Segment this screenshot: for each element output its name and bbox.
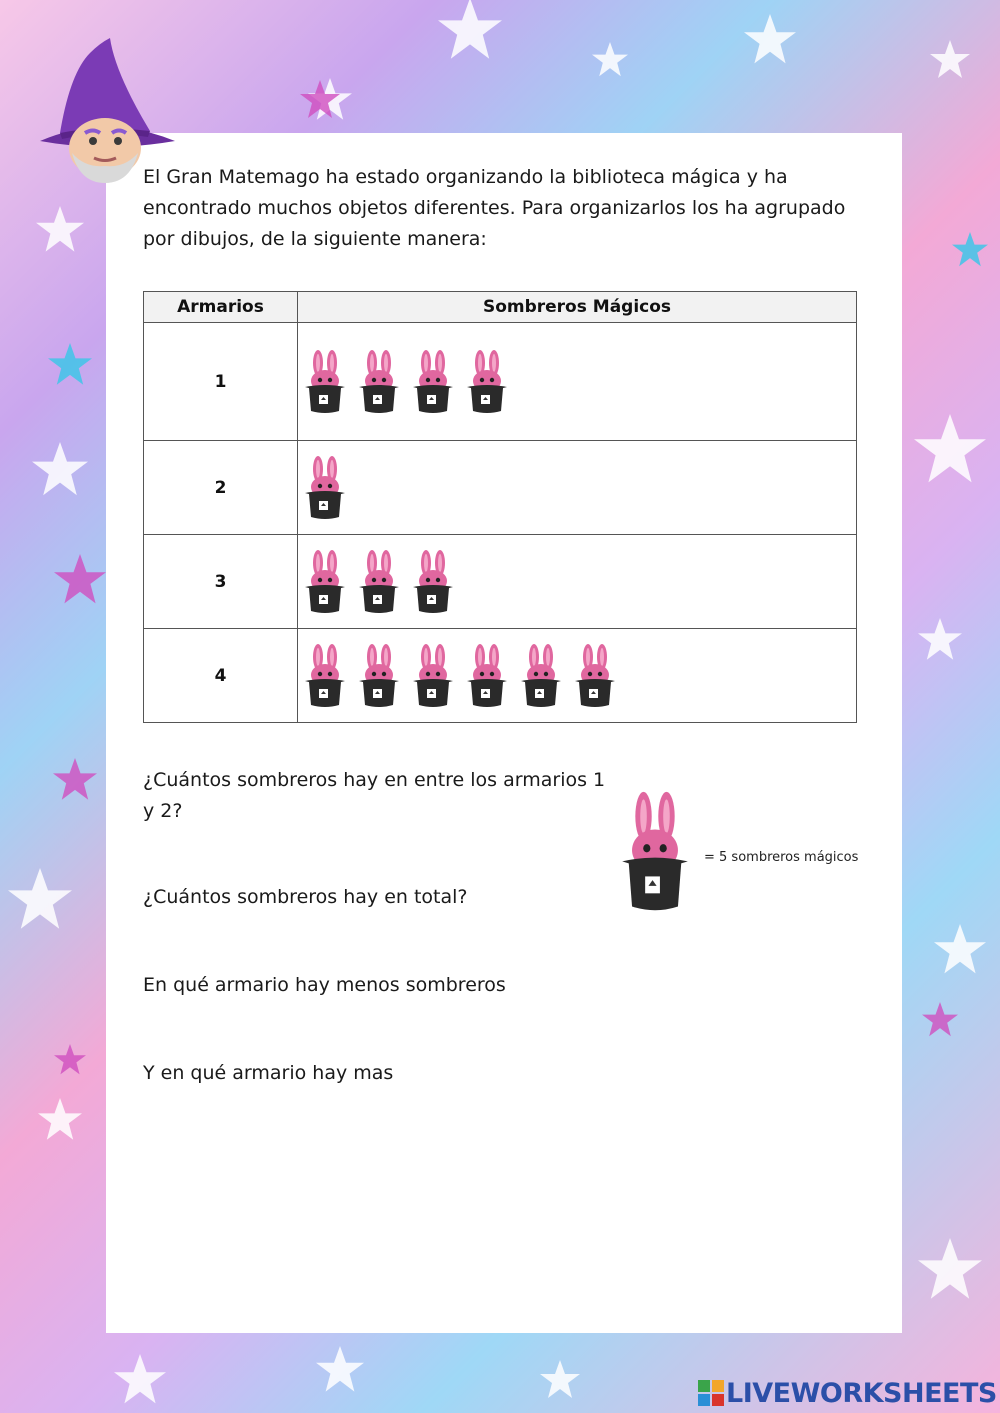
legend-hat-icon	[614, 790, 696, 914]
row-label: 1	[144, 323, 298, 441]
row-label: 3	[144, 535, 298, 629]
table-row	[144, 323, 857, 441]
question-4: Y en qué armario hay mas	[143, 1062, 394, 1084]
magic-hat-icon	[354, 549, 404, 615]
row-label: 2	[144, 441, 298, 535]
table-row	[144, 441, 857, 535]
hat-cell	[298, 629, 857, 723]
magic-hat-icon	[516, 643, 566, 709]
wizard-avatar	[30, 33, 180, 183]
magic-hat-icon	[300, 455, 350, 521]
legend-text: = 5 sombreros mágicos	[704, 850, 859, 865]
magic-hat-icon	[408, 549, 458, 615]
magic-hat-icon	[300, 349, 350, 415]
magic-hat-icon	[354, 643, 404, 709]
magic-hat-icon	[408, 349, 458, 415]
question-3: En qué armario hay menos sombreros	[143, 974, 506, 996]
magic-hat-icon	[354, 349, 404, 415]
hat-cell	[298, 441, 857, 535]
magic-hat-icon	[570, 643, 620, 709]
header-sombreros: Sombreros Mágicos	[298, 292, 857, 323]
question-1: ¿Cuántos sombreros hay en entre los armarios 1 y 2?	[143, 769, 606, 822]
table-row	[144, 535, 857, 629]
hat-cell	[298, 535, 857, 629]
hat-cell	[298, 323, 857, 441]
header-armarios: Armarios	[144, 292, 298, 323]
magic-hat-icon	[300, 549, 350, 615]
brand-name: LIVEWORKSHEETS	[726, 1377, 997, 1409]
table-header-row	[144, 292, 857, 323]
brand-footer	[698, 1376, 997, 1410]
magic-hat-icon	[462, 643, 512, 709]
table-row	[144, 629, 857, 723]
question-2: ¿Cuántos sombreros hay en total?	[143, 886, 468, 908]
row-label: 4	[144, 629, 298, 723]
brand-logo-icon	[698, 1380, 724, 1406]
magic-hat-icon	[408, 643, 458, 709]
magic-hat-icon	[300, 643, 350, 709]
pictogram-table	[143, 291, 857, 723]
intro-text: El Gran Matemago ha estado organizando la biblioteca mágica y ha encontrado muchos objetos diferentes. Para organizarlos los ha agrupado por dibujos, de la siguiente manera:	[143, 166, 846, 250]
magic-hat-icon	[462, 349, 512, 415]
